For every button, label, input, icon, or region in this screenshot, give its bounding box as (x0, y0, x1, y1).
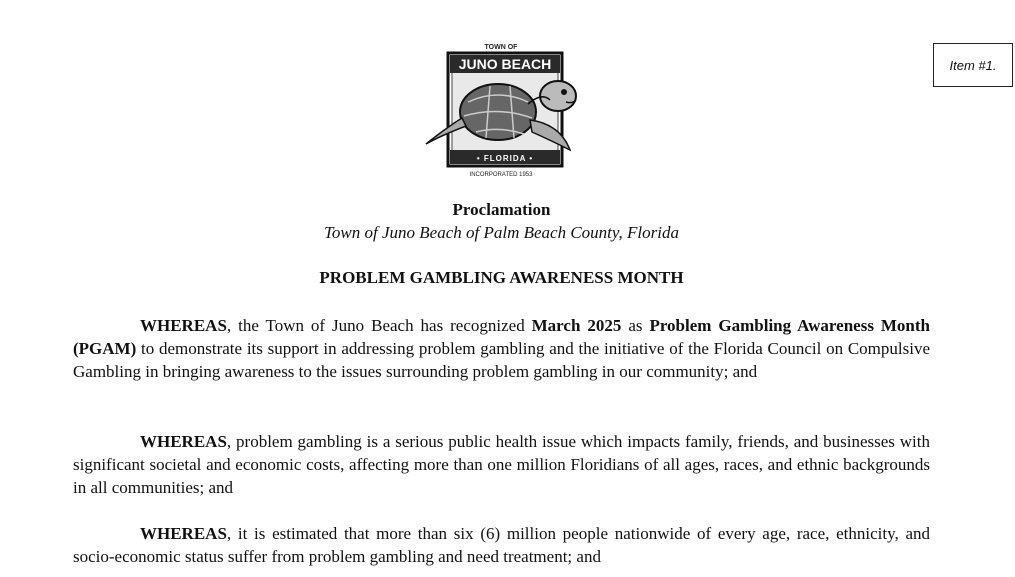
svg-text:JUNO BEACH: JUNO BEACH (458, 56, 552, 72)
document-title: Proclamation (452, 200, 551, 219)
item-number-box (933, 43, 1013, 87)
svg-text:TOWN OF: TOWN OF (484, 44, 518, 51)
whereas-paragraph-2: WHEREAS, problem gambling is a serious public health issue which impacts family, friends, and businesses with significant societal and economic costs, affecting more than one million Floridians of all ages, races, and ethnic backgrounds in all communities; and (73, 432, 930, 497)
whereas-paragraph-3: WHEREAS, it is estimated that more than six (6) million people nationwide of every age, race, ethnicity, and socio-economic status suffer from problem gambling and need treatment; and (73, 524, 930, 566)
svg-text:INCORPORATED 1953: INCORPORATED 1953 (469, 172, 533, 178)
whereas-keyword: WHEREAS (140, 432, 227, 451)
whereas-keyword: WHEREAS (140, 316, 227, 335)
town-seal-logo (418, 40, 584, 180)
proclamation-heading: PROBLEM GAMBLING AWARENESS MONTH (319, 268, 684, 287)
document-subtitle: Town of Juno Beach of Palm Beach County, Florida (324, 223, 679, 242)
svg-text:• FLORIDA •: • FLORIDA • (476, 154, 534, 163)
whereas-paragraph-1: WHEREAS, the Town of Juno Beach has recognized March 2025 as Problem Gambling Awareness Month (PGAM) to demonstrate its support in addressing problem gambling and the initiative of the Florida Council on Compulsive Gambling in bringing awareness to the issues surrounding problem gambling in our community; and (73, 316, 930, 381)
item-number-label: Item #1. (949, 57, 997, 73)
awareness-month-name: Problem Gambling Awareness Month (PGAM) (73, 316, 930, 358)
whereas-keyword: WHEREAS (140, 524, 227, 543)
month-date: March 2025 (531, 316, 622, 335)
